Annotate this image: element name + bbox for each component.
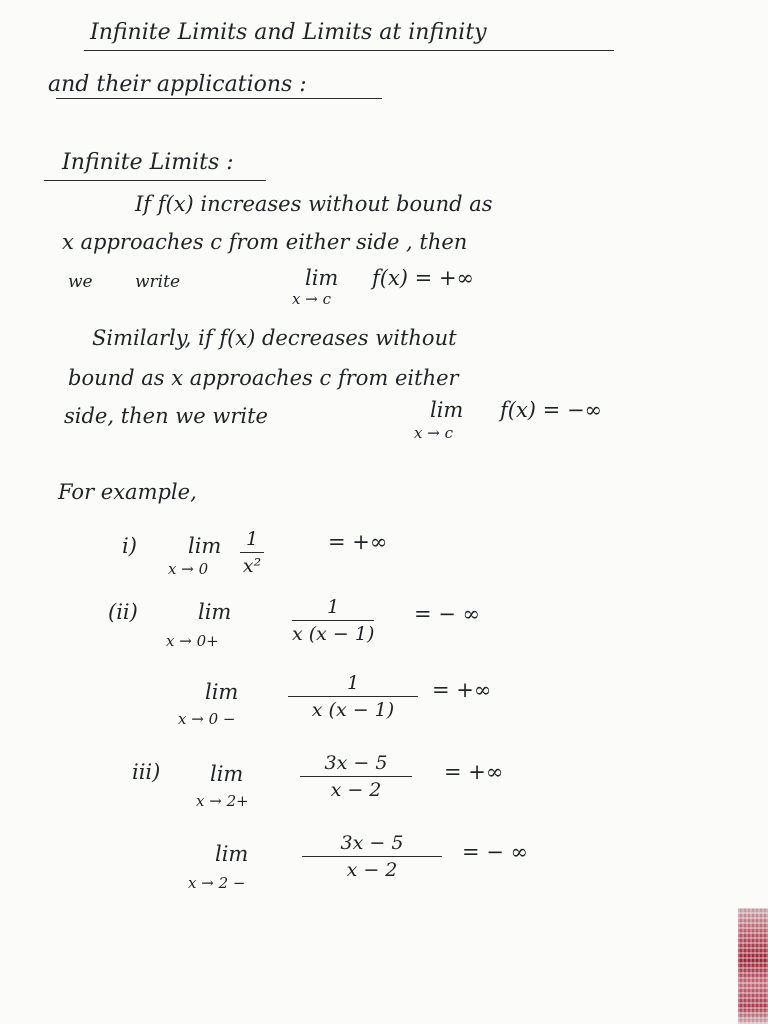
example-4-label: iii) <box>132 760 161 784</box>
example-2-label: (ii) <box>108 600 138 624</box>
title-line-2: and their applications : <box>48 72 307 97</box>
title-line-1: Infinite Limits and Limits at infinity <box>90 20 487 45</box>
example-3-denominator: x (x − 1) <box>311 699 395 721</box>
example-5-denominator: x − 2 <box>346 859 398 881</box>
example-2-sub: x → 0+ <box>166 632 219 650</box>
para2-lim: lim <box>430 398 464 422</box>
example-1-result: = +∞ <box>328 530 388 554</box>
example-1-denominator: x² <box>242 555 262 577</box>
example-2-denominator: x (x − 1) <box>292 623 375 645</box>
para1-line1: If f(x) increases without bound as <box>135 192 493 216</box>
example-1-sub: x → 0 <box>168 560 209 578</box>
example-5-numerator: 3x − 5 <box>340 832 404 854</box>
example-4-sub: x → 2+ <box>196 792 249 810</box>
para1-lim: lim <box>305 266 339 290</box>
para1-line2: x approaches c from either side , then <box>62 230 468 254</box>
example-3-result: = +∞ <box>432 678 492 702</box>
example-4-fraction <box>300 752 412 801</box>
example-1-lim: lim <box>188 534 222 558</box>
example-5-sub: x → 2 − <box>188 874 246 892</box>
example-5-result: = − ∞ <box>462 840 529 864</box>
examples-heading: For example, <box>58 480 197 504</box>
example-4-numerator: 3x − 5 <box>324 752 388 774</box>
example-4-result: = +∞ <box>444 760 504 784</box>
example-3-numerator: 1 <box>346 672 360 694</box>
example-2-fraction <box>292 596 374 645</box>
section-heading: Infinite Limits : <box>62 150 234 175</box>
example-1-numerator: 1 <box>246 528 259 550</box>
example-1-label: i) <box>122 534 137 558</box>
example-3-lim: lim <box>205 680 239 704</box>
example-5-fraction <box>302 832 442 881</box>
example-3-fraction <box>288 672 418 721</box>
example-2-result: = − ∞ <box>414 602 481 626</box>
para1-write: write <box>135 272 181 292</box>
para2-lim-sub: x → c <box>414 424 453 442</box>
example-1-fraction <box>240 528 264 577</box>
section-heading-underline <box>44 180 266 181</box>
title-underline-1 <box>84 50 614 51</box>
example-3-sub: x → 0 − <box>178 710 236 728</box>
para1-lim-sub: x → c <box>292 290 331 308</box>
title-underline-2 <box>56 98 382 99</box>
example-4-denominator: x − 2 <box>330 779 382 801</box>
binding-edge-decoration <box>738 908 768 1024</box>
para2-line1: Similarly, if f(x) decreases without <box>92 326 457 350</box>
example-2-numerator: 1 <box>327 596 340 618</box>
para2-lim-rhs: f(x) = −∞ <box>500 398 603 422</box>
para2-line3: side, then we write <box>64 404 268 428</box>
example-2-lim: lim <box>198 600 232 624</box>
example-4-lim: lim <box>210 762 244 786</box>
para1-lim-rhs: f(x) = +∞ <box>372 266 475 290</box>
para1-we: we <box>68 272 93 292</box>
example-5-lim: lim <box>215 842 249 866</box>
para2-line2: bound as x approaches c from either <box>68 366 459 390</box>
